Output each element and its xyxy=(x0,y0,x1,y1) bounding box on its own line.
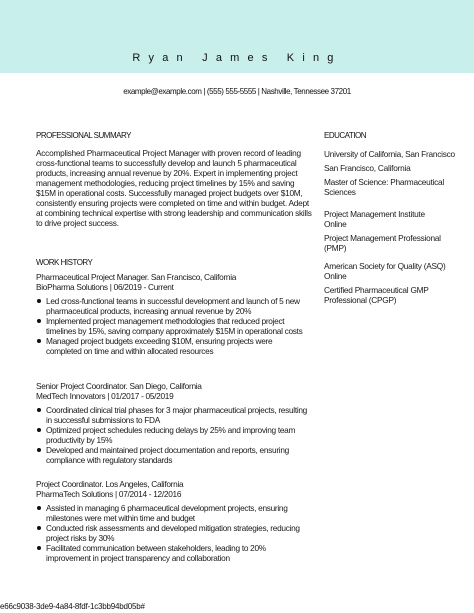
work-history-heading: WORK HISTORY xyxy=(36,258,93,267)
job-bullet: Implemented project management methodologies that reduced project timelines by 15%, saving company approximately $15M in operational costs xyxy=(36,316,308,336)
education-item: Online xyxy=(324,219,347,229)
job-bullet: Facilitated communication between stakeholders, leading to 20% improvement in project transparency and collaboration xyxy=(36,543,308,563)
education-item: American Society for Quality (ASQ) xyxy=(324,261,446,271)
education-item: Master of Science: Pharmaceutical Sciences xyxy=(324,177,444,197)
job-bullets xyxy=(36,296,336,356)
job-bullet: Managed project budgets exceeding $10M, ensuring projects were completed on time and within allocated resources xyxy=(36,336,308,356)
education-item: Online xyxy=(324,271,347,281)
education-list xyxy=(324,149,464,309)
education-item: Project Management Professional (PMP) xyxy=(324,233,441,253)
education-item: Project Management Institute xyxy=(324,209,425,219)
job-bullet: Developed and maintained project documentation and reports, ensuring compliance with regulatory standards xyxy=(36,445,308,465)
job-entry xyxy=(36,479,336,563)
job-title: Pharmaceutical Project Manager. San Francisco, California xyxy=(36,272,237,282)
job-bullet: Coordinated clinical trial phases for 3 major pharmaceutical projects, resulting in successful submissions to FDA xyxy=(36,405,308,425)
job-company: MedTech Innovators | 01/2017 - 05/2019 xyxy=(36,391,174,401)
job-bullets xyxy=(36,503,336,563)
job-entry xyxy=(36,381,336,465)
job-bullet: Assisted in managing 6 pharmaceutical development projects, ensuring milestones were met within time and budget xyxy=(36,503,308,523)
education-item: University of California, San Francisco xyxy=(324,149,455,159)
education-item: San Francisco, California xyxy=(324,163,411,173)
job-entry xyxy=(36,272,336,356)
job-bullet: Led cross-functional teams in successful development and launch of 5 new pharmaceutical products, increasing annual revenue by 20% xyxy=(36,296,308,316)
job-company: PharmaTech Solutions | 07/2014 - 12/2016 xyxy=(36,489,182,499)
job-company: BioPharma Solutions | 06/2019 - Current xyxy=(36,282,174,292)
summary-heading: PROFESSIONAL SUMMARY xyxy=(36,131,131,140)
document-id: e66c9038-3de9-4a84-8fdf-1c3bb94bd05b# xyxy=(0,602,145,611)
job-bullets xyxy=(36,405,336,465)
summary-text: Accomplished Pharmaceutical Project Manager with proven record of leading cross-functional teams to successfully develop and launch 5 pharmaceutical products, increasing annual revenue by 20%. Expert in implementing project management methodologies, reducing project timelines by 15% and saving $15M in operational costs. Successfully managed project budgets over $10M, consistently ensuring projects were completed on time and within budget. Adept at combining technical expertise with strong leadership and communication skills to drive project success. xyxy=(36,148,312,228)
job-title: Senior Project Coordinator. San Diego, California xyxy=(36,381,202,391)
job-bullet: Optimized project schedules reducing delays by 25% and improving team productivity by 15% xyxy=(36,425,308,445)
contact-line: example@example.com | (555) 555-5555 | Nashville, Tennessee 37201 xyxy=(123,87,351,96)
candidate-name: Ryan James King xyxy=(132,52,342,64)
job-title: Project Coordinator. Los Angeles, California xyxy=(36,479,184,489)
job-bullet: Conducted risk assessments and developed mitigation strategies, reducing project risks by 30% xyxy=(36,523,308,543)
education-item: Certified Pharmaceutical GMP Professional (CPGP) xyxy=(324,285,429,305)
education-heading: EDUCATION xyxy=(324,131,367,140)
